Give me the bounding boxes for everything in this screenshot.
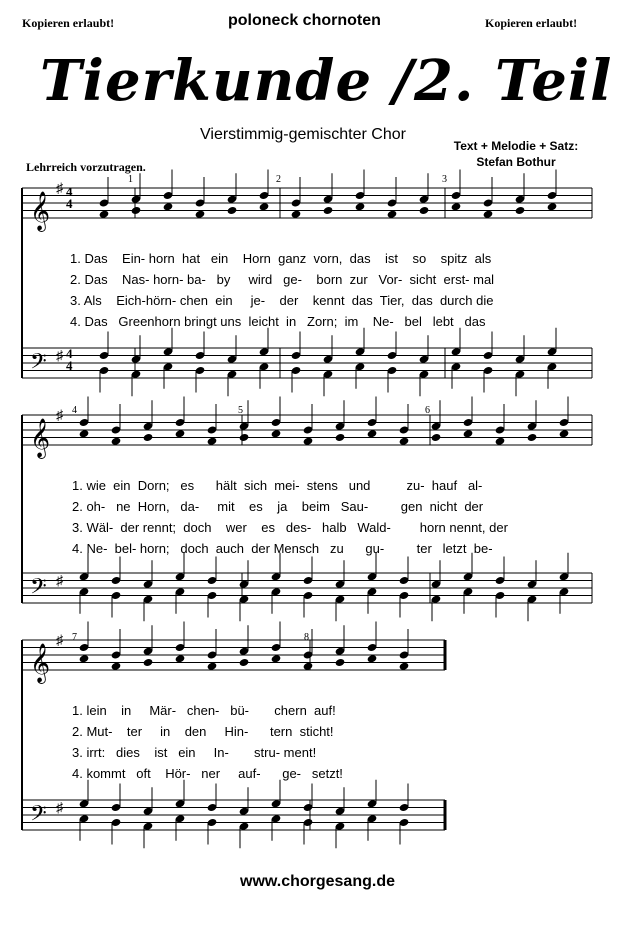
bar-number: 3 [442, 174, 447, 185]
notehead [387, 210, 398, 219]
time-sig-top: 4 [66, 184, 73, 199]
notehead [143, 433, 154, 442]
credits-line2: Stefan Bothur [476, 155, 556, 169]
notehead [483, 210, 494, 219]
lyric-line: 2. Mut- ter in den Hin- tern sticht! [72, 724, 334, 739]
notehead [495, 437, 506, 446]
lyric-line: 2. Das Nas- horn- ba- by wird ge- born zur Vor- sicht erst- mal [70, 272, 495, 287]
notehead [303, 662, 314, 671]
notehead [207, 437, 218, 446]
bar-number: 4 [72, 405, 77, 416]
notehead [239, 433, 250, 442]
bar-number: 8 [304, 632, 309, 643]
subtitle: Vierstimmig-gemischter Chor [200, 126, 406, 143]
notehead [399, 437, 410, 446]
notehead [367, 654, 378, 663]
notehead [271, 654, 282, 663]
notehead [399, 662, 410, 671]
notehead [463, 429, 474, 438]
notehead [291, 210, 302, 219]
key-signature-sharp: ♯ [56, 801, 63, 816]
time-sig-top: 4 [66, 346, 73, 361]
bar-number: 1 [128, 174, 133, 185]
bar-number: 6 [425, 405, 430, 416]
notehead [99, 210, 110, 219]
clef-glyph: 𝄞 [30, 193, 51, 230]
clef-glyph: 𝄞 [30, 420, 51, 457]
time-signature-treble [66, 186, 73, 210]
copy-note-right: Kopieren erlaubt! [485, 16, 578, 30]
notehead [355, 202, 366, 211]
lyric-line: 1. wie ein Dorn; es hält sich mei- stens und zu- hauf al- [72, 478, 483, 493]
bar-number: 2 [276, 174, 281, 185]
notehead [175, 429, 186, 438]
copy-note-left: Kopieren erlaubt! [22, 16, 115, 30]
key-signature-sharp: ♯ [56, 181, 63, 197]
notehead [131, 206, 142, 215]
notehead [111, 437, 122, 446]
notehead [547, 202, 558, 211]
notehead [175, 654, 186, 663]
lyric-line: 4. Das Greenhorn bringt uns leicht in Zorn; im Ne- bel lebt das [70, 314, 486, 329]
notehead [79, 429, 90, 438]
lyrics-system-2 [72, 475, 508, 559]
notehead [303, 437, 314, 446]
notehead [431, 433, 442, 442]
time-signature-bass [66, 348, 73, 372]
time-sig-bottom: 4 [66, 358, 73, 373]
time-sig-bottom: 4 [66, 196, 73, 211]
credits-line1: Text + Melodie + Satz: [453, 139, 579, 153]
lyrics-system-1 [70, 248, 494, 332]
notehead [163, 202, 174, 211]
site-name: poloneck chornoten [228, 12, 381, 29]
notehead [271, 429, 282, 438]
key-signature-sharp: ♯ [56, 349, 63, 364]
key-signature-sharp: ♯ [56, 633, 63, 649]
notehead [239, 658, 250, 667]
key-signature-sharp: ♯ [56, 408, 63, 424]
notehead [111, 662, 122, 671]
tempo-marking: Lehrreich vorzutragen. [26, 160, 146, 174]
lyric-line: 1. lein in Mär- chen- bü- chern auf! [72, 703, 336, 718]
clef-glyph: 𝄢 [30, 349, 47, 379]
notehead [419, 206, 430, 215]
notehead [451, 202, 462, 211]
notehead [259, 202, 270, 211]
notehead [559, 429, 570, 438]
lyric-line: 2. oh- ne Horn, da- mit es ja beim Sau- gen nicht der [72, 499, 484, 514]
website-footer: www.chorgesang.de [240, 873, 395, 890]
notehead [323, 206, 334, 215]
clef-glyph: 𝄢 [30, 801, 47, 831]
notehead [195, 210, 206, 219]
notehead [527, 433, 538, 442]
bar-number: 5 [238, 405, 243, 416]
bar-number: 7 [72, 632, 77, 643]
key-signature-sharp: ♯ [56, 574, 63, 589]
lyric-line: 3. Als Eich-hörn- chen ein je- der kennt das Tier, das durch die [70, 293, 494, 308]
page-title: Tierkunde /2. Teil [40, 48, 613, 114]
lyric-line: 4. kommt oft Hör- ner auf- ge- setzt! [72, 766, 343, 781]
lyric-line: 1. Das Ein- horn hat ein Horn ganz vorn, das ist so spitz als [70, 251, 492, 266]
clef-glyph: 𝄢 [30, 574, 47, 604]
clef-glyph: 𝄞 [30, 645, 51, 682]
notehead [335, 658, 346, 667]
notehead [515, 206, 526, 215]
lyric-line: 3. irrt: dies ist ein In- stru- ment! [72, 745, 317, 760]
lyric-line: 4. Ne- bel- horn; doch auch der Mensch zu gu- ter letzt be- [72, 541, 493, 556]
lyrics-system-3 [72, 700, 343, 784]
notehead [79, 654, 90, 663]
notehead [227, 206, 238, 215]
notehead [207, 662, 218, 671]
notehead [367, 429, 378, 438]
notehead [335, 433, 346, 442]
lyric-line: 3. Wäl- der rennt; doch wer es des- halb Wald- horn nennt, der [72, 520, 508, 535]
notehead [143, 658, 154, 667]
